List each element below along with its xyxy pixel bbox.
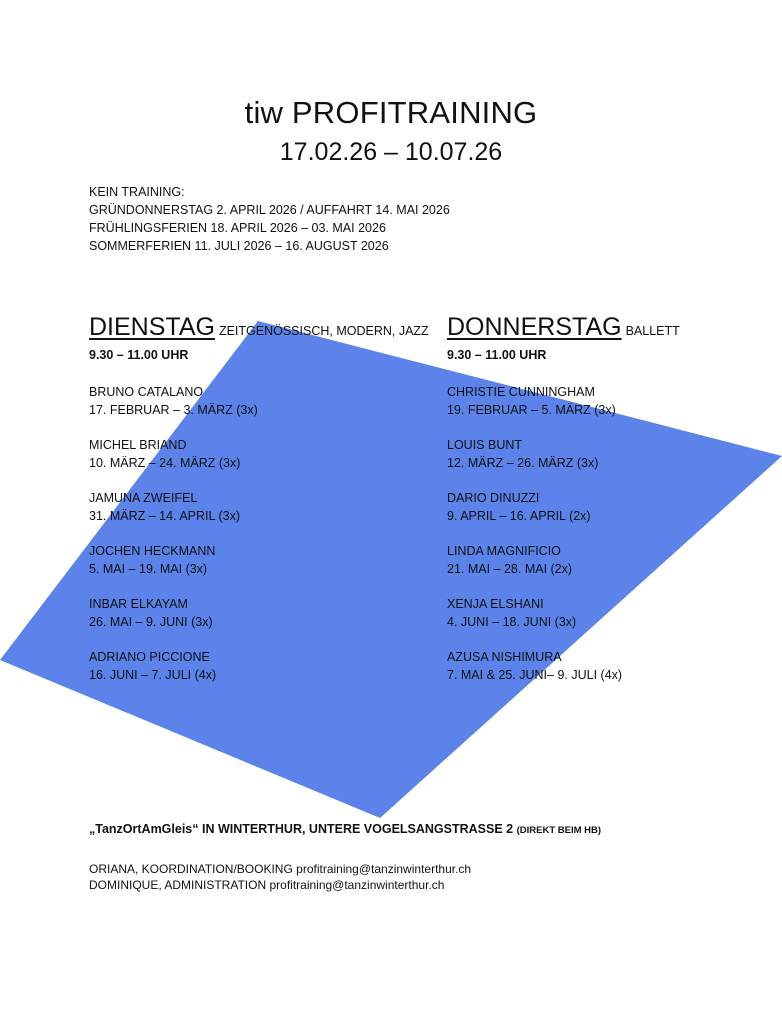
contact-block — [89, 861, 471, 893]
teacher-dates: 21. MAI – 28. MAI (2x) — [447, 562, 573, 576]
tuesday-style-label: ZEITGENÖSSISCH, MODERN, JAZZ — [218, 324, 429, 338]
thursday-style-label: BALLETT — [625, 324, 680, 338]
contact-line — [89, 861, 471, 877]
teacher-dates: 12. MÄRZ – 26. MÄRZ (3x) — [447, 456, 599, 470]
teacher-entry — [89, 595, 429, 631]
contact-email[interactable]: profitraining@tanzinwinterthur.ch — [296, 862, 472, 876]
contact-line — [89, 877, 471, 893]
teacher-entry — [447, 542, 680, 578]
thursday-day-label: DONNERSTAG — [447, 313, 622, 341]
teacher-entry — [89, 542, 429, 578]
teacher-entry — [447, 436, 680, 472]
no-training-heading: KEIN TRAINING: — [89, 185, 185, 199]
tuesday-header — [89, 313, 429, 347]
teacher-name: CHRISTIE CUNNINGHAM — [447, 385, 595, 399]
tuesday-day-label: DIENSTAG — [89, 313, 215, 341]
teacher-entry — [447, 489, 680, 525]
contact-role: DOMINIQUE, ADMINISTRATION — [89, 878, 267, 892]
contact-email[interactable]: profitraining@tanzinwinterthur.ch — [269, 878, 445, 892]
thursday-time: 9.30 – 11.00 UHR — [447, 348, 547, 362]
teacher-name: ADRIANO PICCIONE — [89, 650, 210, 664]
teacher-dates: 5. MAI – 19. MAI (3x) — [89, 562, 208, 576]
teacher-dates: 7. MAI & 25. JUNI– 9. JULI (4x) — [447, 668, 623, 682]
teacher-entry — [89, 436, 429, 472]
venue-note: (DIREKT BEIM HB) — [516, 825, 602, 836]
teacher-name: MICHEL BRIAND — [89, 438, 187, 452]
teacher-entry — [447, 383, 680, 419]
teacher-entry — [89, 489, 429, 525]
teacher-entry — [89, 383, 429, 419]
teacher-entry — [447, 648, 680, 684]
teacher-dates: 26. MAI – 9. JUNI (3x) — [89, 615, 213, 629]
page-title: tiw PROFITRAINING — [244, 95, 538, 130]
tuesday-teacher-list — [89, 383, 429, 684]
teacher-name: LOUIS BUNT — [447, 438, 523, 452]
no-training-block — [89, 183, 450, 255]
teacher-name: DARIO DINUZZI — [447, 491, 540, 505]
no-training-line: GRÜNDONNERSTAG 2. APRIL 2026 / AUFFAHRT 14. MAI 2026 — [89, 203, 450, 217]
teacher-name: JOCHEN HECKMANN — [89, 544, 216, 558]
thursday-header — [447, 313, 680, 347]
teacher-entry — [447, 595, 680, 631]
teacher-dates: 16. JUNI – 7. JULI (4x) — [89, 668, 217, 682]
teacher-dates: 31. MÄRZ – 14. APRIL (3x) — [89, 509, 240, 523]
thursday-column — [447, 313, 680, 701]
contact-role: ORIANA, KOORDINATION/BOOKING — [89, 862, 293, 876]
tuesday-time: 9.30 – 11.00 UHR — [89, 348, 189, 362]
teacher-entry — [89, 648, 429, 684]
teacher-name: INBAR ELKAYAM — [89, 597, 188, 611]
teacher-name: AZUSA NISHIMURA — [447, 650, 562, 664]
teacher-name: XENJA ELSHANI — [447, 597, 544, 611]
teacher-dates: 17. FEBRUAR – 3. MÄRZ (3x) — [89, 403, 258, 417]
teacher-name: JAMUNA ZWEIFEL — [89, 491, 198, 505]
venue-address: „TanzOrtAmGleis“ IN WINTERTHUR, UNTERE VOGELSANGSTRASSE 2 — [89, 822, 514, 836]
teacher-dates: 19. FEBRUAR – 5. MÄRZ (3x) — [447, 403, 616, 417]
teacher-name: LINDA MAGNIFICIO — [447, 544, 561, 558]
no-training-line: FRÜHLINGSFERIEN 18. APRIL 2026 – 03. MAI 2026 — [89, 221, 386, 235]
thursday-teacher-list — [447, 383, 680, 684]
venue-line — [89, 822, 601, 836]
teacher-dates: 10. MÄRZ – 24. MÄRZ (3x) — [89, 456, 241, 470]
teacher-dates: 9. APRIL – 16. APRIL (2x) — [447, 509, 591, 523]
teacher-dates: 4. JUNI – 18. JUNI (3x) — [447, 615, 577, 629]
season-dates: 17.02.26 – 10.07.26 — [279, 138, 503, 166]
tuesday-column — [89, 313, 429, 701]
teacher-name: BRUNO CATALANO — [89, 385, 204, 399]
no-training-line: SOMMERFERIEN 11. JULI 2026 – 16. AUGUST 2026 — [89, 239, 389, 253]
